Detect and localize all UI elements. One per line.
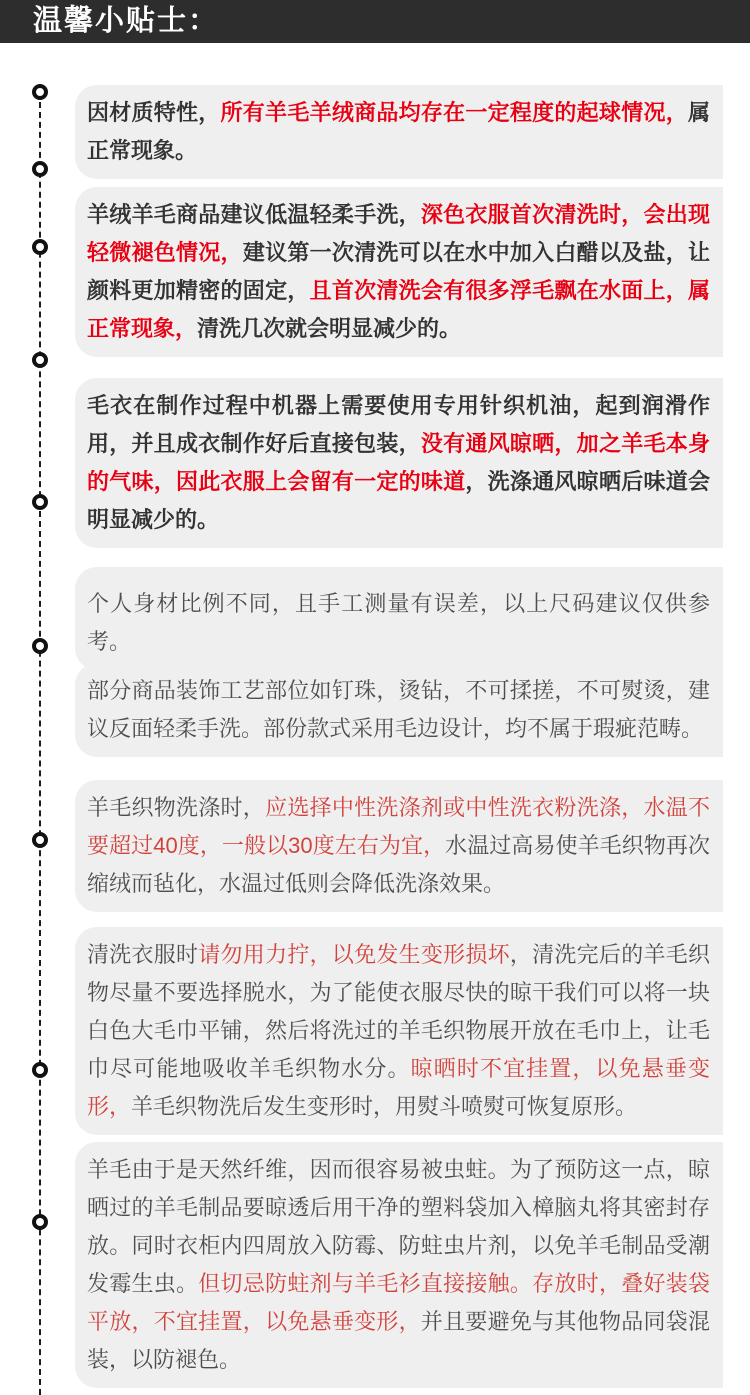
- timeline-dot-icon: [32, 352, 48, 368]
- tip-text-segment: 建议第一次清洗可以在水中加入白醋以及盐，让颜料更加精密的固定，: [87, 240, 710, 303]
- tip-card: [75, 567, 723, 670]
- tip-text-segment: 没有通风晾晒，加之羊毛本身的气味，因此衣服上会留有一定的味道: [87, 431, 710, 494]
- tip-text-segment: 水温过高易使羊毛织物再次缩绒而毡化，水温过低则会降低洗涤效果。: [87, 833, 710, 896]
- tip-text-segment: 请勿用力拧，以免发生变形损坏: [198, 942, 510, 967]
- timeline-dot-icon: [32, 832, 48, 848]
- tip-text-segment: 应选择中性洗涤剂或中性洗衣粉洗涤，水温不要超过40度，一般以30度左右为宜，: [87, 795, 710, 858]
- page-title: 温馨小贴士：: [33, 5, 220, 37]
- tip-card: [75, 187, 723, 357]
- timeline-dot-icon: [32, 1214, 48, 1230]
- timeline-dot-icon: [32, 1062, 48, 1078]
- tip-text-segment: 羊毛织物洗涤时，: [87, 795, 266, 820]
- timeline-dot-icon: [32, 494, 48, 510]
- tip-card: [75, 1142, 723, 1388]
- tip-text-segment: 羊毛由于是天然纤维，因而很容易被虫蛀。为了预防这一点，晾晒过的羊毛制品要晾透后用干净的塑料袋加入樟脑丸将其密封存放。同时衣柜内四周放入防霉、防蛀虫片剂，以免羊毛制品受潮发霉生虫。: [87, 1157, 710, 1296]
- tip-text-segment: 个人身材比例不同，且手工测量有误差，以上尺码建议仅供参考。: [87, 591, 710, 654]
- tip-text-segment: 但切忌防蛀剂与羊毛衫直接接触。存放时，叠好装袋平放，不宜挂置，以免悬垂变形，: [87, 1271, 710, 1334]
- tip-text-segment: 羊毛织物洗后发生变形时，用熨斗喷熨可恢复原形。: [131, 1094, 638, 1119]
- tip-text-segment: 羊绒羊毛商品建议低温轻柔手洗，: [87, 202, 421, 227]
- timeline-dot-icon: [32, 84, 48, 100]
- tip-text-segment: 清洗衣服时: [87, 942, 199, 967]
- tip-text-segment: 晾晒时不宜挂置，以免悬垂变形，: [87, 1056, 710, 1119]
- tip-text-segment: 部分商品装饰工艺部位如钉珠，烫钻，不可揉搓，不可熨烫，建议反面轻柔手洗。部份款式采用毛边设计，均不属于瑕疵范畴。: [87, 678, 710, 741]
- tip-text-segment: 且首次清洗会有很多浮毛飘在水面上，属正常现象，: [87, 278, 710, 341]
- tip-text-segment: 因材质特性，: [87, 100, 221, 125]
- tip-card: [75, 927, 723, 1135]
- timeline-rail: [39, 92, 41, 1395]
- header-bar: [0, 0, 750, 43]
- tip-text-segment: ，洗涤通风晾晒后味道会明显减少的。: [87, 469, 710, 532]
- tip-text-segment: 属正常现象。: [87, 100, 710, 163]
- tip-card: [75, 780, 723, 912]
- tip-text-segment: 毛衣在制作过程中机器上需要使用专用针织机油，起到润滑作用，并且成衣制作好后直接包装，: [87, 393, 710, 456]
- tip-text-segment: 深色衣服首次清洗时，会出现轻微褪色情况，: [87, 202, 710, 265]
- tip-text-segment: 所有羊毛羊绒商品均存在一定程度的起球情况，: [220, 100, 688, 125]
- timeline-dot-icon: [32, 239, 48, 255]
- tip-text-segment: 清洗几次就会明显减少的。: [197, 316, 462, 341]
- tip-card: [75, 85, 723, 179]
- tip-card: [75, 663, 723, 757]
- tip-card: [75, 378, 723, 548]
- timeline-dot-icon: [32, 638, 48, 654]
- timeline-dot-icon: [32, 161, 48, 177]
- tip-text-segment: ，清洗完后的羊毛织物尽量不要选择脱水，为了能使衣服尽快的晾干我们可以将一块白色大毛巾平铺，然后将洗过的羊毛织物展开放在毛巾上，让毛巾尽可能地吸收羊毛织物水分。: [87, 942, 710, 1081]
- tip-text-segment: 并且要避免与其他物品同袋混装，以防褪色。: [87, 1309, 710, 1372]
